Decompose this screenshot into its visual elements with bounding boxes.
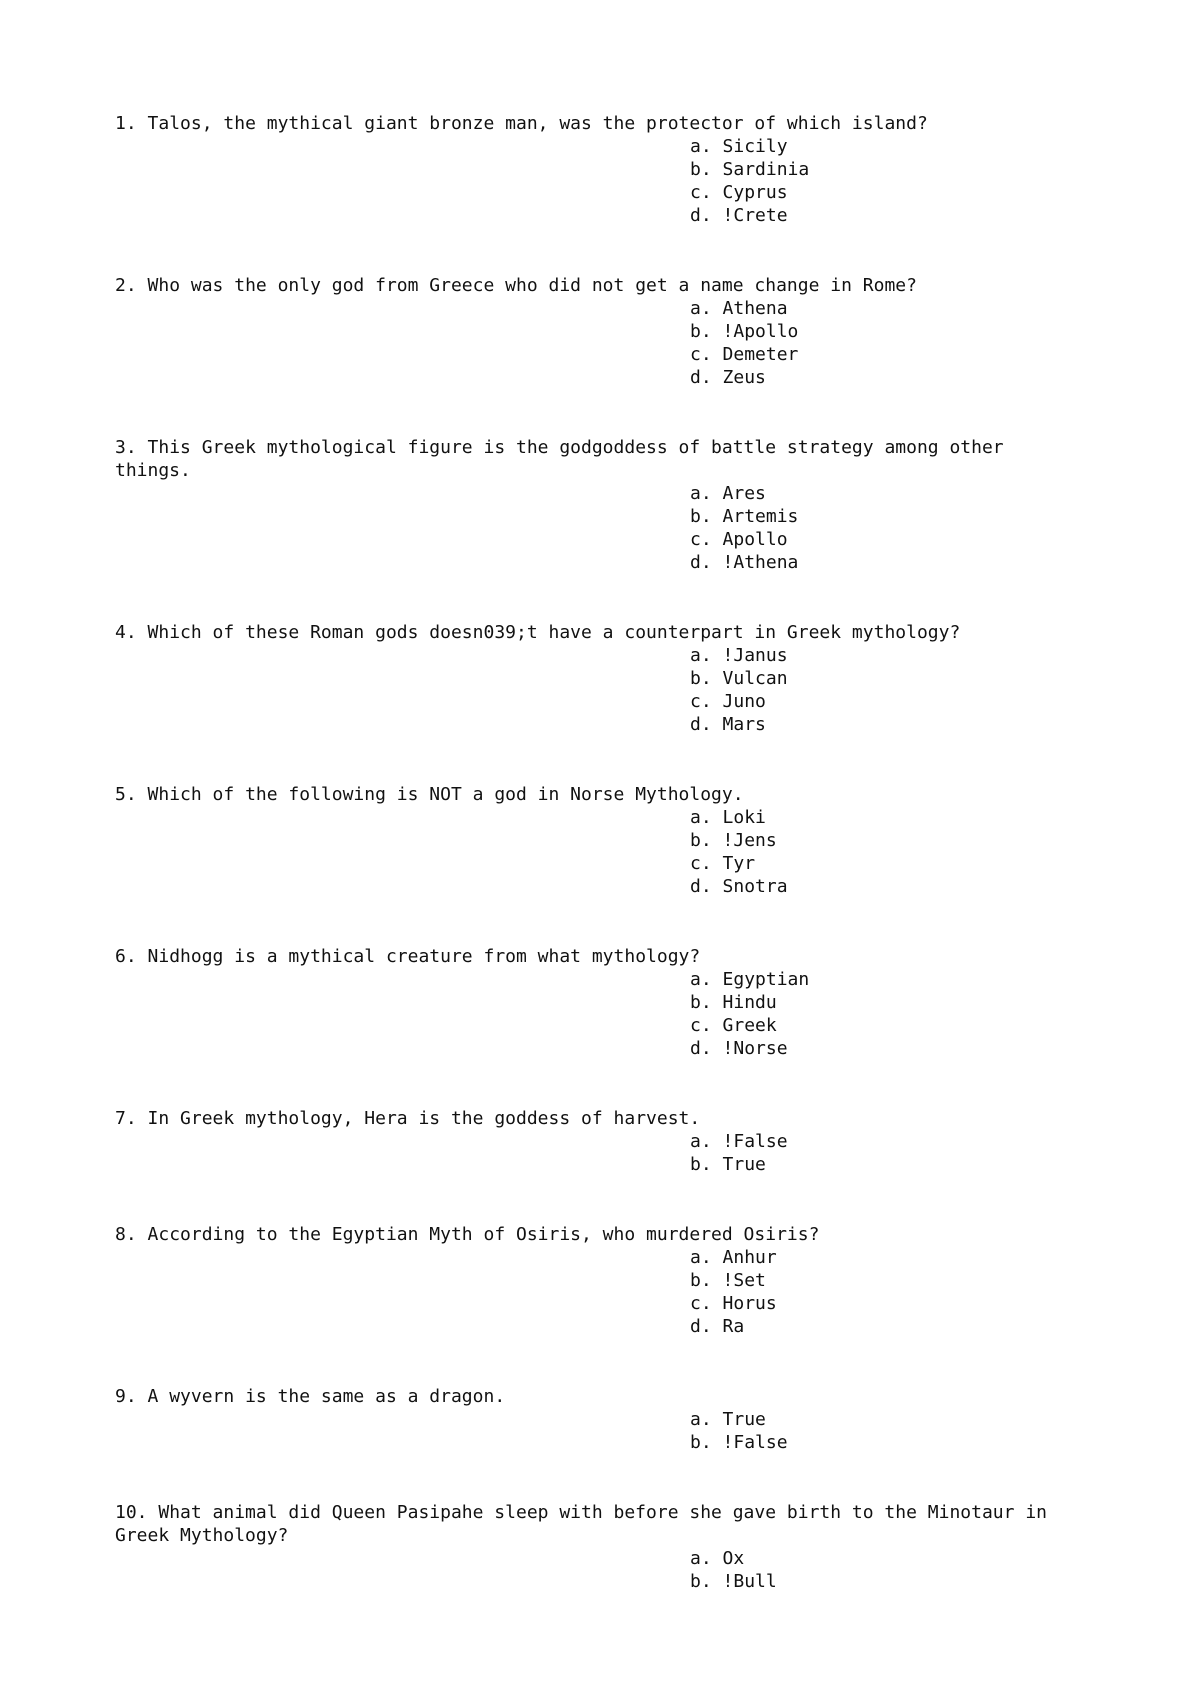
option-letter: a.: [690, 298, 712, 319]
answer-option: [690, 690, 1075, 713]
option-letter: d.: [690, 367, 712, 388]
quiz-question-5: [115, 783, 1075, 898]
answer-option: [690, 1269, 1075, 1292]
quiz-question-8: [115, 1223, 1075, 1338]
option-letter: d.: [690, 714, 712, 735]
quiz-question-3: [115, 436, 1075, 574]
option-letter: b.: [690, 321, 712, 342]
option-text: True: [722, 1154, 766, 1175]
option-text: Ra: [722, 1316, 745, 1337]
option-letter: b.: [690, 668, 712, 689]
answer-option: [690, 320, 1075, 343]
option-text: Zeus: [722, 367, 766, 388]
question-body: This Greek mythological figure is the godgoddess of battle strategy among other things.: [115, 437, 1015, 481]
option-text: Demeter: [722, 344, 799, 365]
option-text: Vulcan: [722, 668, 788, 689]
answer-option: [690, 551, 1075, 574]
answer-option: [690, 968, 1075, 991]
option-letter: a.: [690, 807, 712, 828]
answer-options: [115, 1246, 1075, 1338]
answer-option: [690, 852, 1075, 875]
question-body: Which of these Roman gods doesn039;t have a counterpart in Greek mythology?: [147, 622, 961, 643]
question-number: 1.: [115, 113, 137, 134]
question-text: [115, 436, 1075, 482]
question-text: [115, 1385, 1075, 1408]
question-text: [115, 783, 1075, 806]
question-body: According to the Egyptian Myth of Osiris, who murdered Osiris?: [147, 1224, 820, 1245]
quiz-question-4: [115, 621, 1075, 736]
question-number: 2.: [115, 275, 137, 296]
option-text: Mars: [722, 714, 766, 735]
answer-option: [690, 1315, 1075, 1338]
answer-option: [690, 297, 1075, 320]
option-text: Egyptian: [722, 969, 810, 990]
answer-option: [690, 1431, 1075, 1454]
answer-options: [115, 968, 1075, 1060]
question-body: Which of the following is NOT a god in Norse Mythology.: [147, 784, 744, 805]
quiz-question-9: [115, 1385, 1075, 1454]
option-letter: b.: [690, 506, 712, 527]
option-letter: a.: [690, 969, 712, 990]
question-number: 5.: [115, 784, 137, 805]
option-letter: c.: [690, 182, 712, 203]
answer-option: [690, 1037, 1075, 1060]
question-text: [115, 621, 1075, 644]
question-number: 9.: [115, 1386, 137, 1407]
option-letter: d.: [690, 552, 712, 573]
answer-option: [690, 1570, 1075, 1593]
answer-options: [115, 297, 1075, 389]
quiz-question-2: [115, 274, 1075, 389]
option-letter: b.: [690, 1270, 712, 1291]
answer-option: [690, 505, 1075, 528]
answer-option: [690, 158, 1075, 181]
answer-option: [690, 528, 1075, 551]
question-number: 3.: [115, 437, 137, 458]
option-text: Apollo: [722, 529, 788, 550]
option-text: !Athena: [722, 552, 799, 573]
option-text: Cyprus: [722, 182, 788, 203]
quiz-question-1: [115, 112, 1075, 227]
answer-options: [115, 1130, 1075, 1176]
option-letter: b.: [690, 1154, 712, 1175]
question-body: A wyvern is the same as a dragon.: [147, 1386, 506, 1407]
answer-option: [690, 1014, 1075, 1037]
answer-option: [690, 1130, 1075, 1153]
option-text: Artemis: [722, 506, 799, 527]
answer-option: [690, 204, 1075, 227]
option-text: Sicily: [722, 136, 788, 157]
option-letter: c.: [690, 1293, 712, 1314]
question-text: [115, 274, 1075, 297]
question-text: [115, 1501, 1075, 1547]
question-body: Nidhogg is a mythical creature from what mythology?: [147, 946, 701, 967]
option-text: !Jens: [722, 830, 777, 851]
answer-options: [115, 1547, 1075, 1593]
question-number: 6.: [115, 946, 137, 967]
option-letter: a.: [690, 645, 712, 666]
option-text: True: [722, 1409, 766, 1430]
quiz-question-6: [115, 945, 1075, 1060]
option-text: Tyr: [722, 853, 756, 874]
answer-option: [690, 875, 1075, 898]
option-text: Anhur: [722, 1247, 777, 1268]
option-text: Sardinia: [722, 159, 810, 180]
answer-option: [690, 1246, 1075, 1269]
answer-option: [690, 343, 1075, 366]
option-letter: d.: [690, 205, 712, 226]
question-body: Talos, the mythical giant bronze man, was the protector of which island?: [147, 113, 928, 134]
answer-option: [690, 482, 1075, 505]
question-text: [115, 112, 1075, 135]
question-number: 4.: [115, 622, 137, 643]
option-letter: a.: [690, 1409, 712, 1430]
option-text: !Bull: [722, 1571, 777, 1592]
option-text: !Apollo: [722, 321, 799, 342]
option-letter: c.: [690, 1015, 712, 1036]
answer-option: [690, 1153, 1075, 1176]
answer-option: [690, 806, 1075, 829]
option-text: Ox: [722, 1548, 745, 1569]
option-letter: a.: [690, 483, 712, 504]
answer-option: [690, 366, 1075, 389]
answer-option: [690, 713, 1075, 736]
answer-option: [690, 1292, 1075, 1315]
option-letter: d.: [690, 876, 712, 897]
question-text: [115, 1107, 1075, 1130]
option-letter: b.: [690, 992, 712, 1013]
option-letter: c.: [690, 691, 712, 712]
answer-options: [115, 135, 1075, 227]
answer-option: [690, 135, 1075, 158]
quiz-question-10: [115, 1501, 1075, 1593]
question-number: 7.: [115, 1108, 137, 1129]
option-text: !False: [722, 1131, 788, 1152]
option-text: Horus: [722, 1293, 777, 1314]
answer-option: [690, 991, 1075, 1014]
option-letter: c.: [690, 853, 712, 874]
option-text: Ares: [722, 483, 766, 504]
option-text: !Crete: [722, 205, 788, 226]
quiz-question-list: [115, 112, 1075, 1640]
quiz-question-7: [115, 1107, 1075, 1176]
answer-option: [690, 644, 1075, 667]
option-text: Hindu: [722, 992, 777, 1013]
answer-option: [690, 1547, 1075, 1570]
option-text: Snotra: [722, 876, 788, 897]
option-text: !False: [722, 1432, 788, 1453]
question-body: Who was the only god from Greece who did not get a name change in Rome?: [147, 275, 917, 296]
option-text: !Janus: [722, 645, 788, 666]
question-number: 10.: [115, 1502, 148, 1523]
option-letter: d.: [690, 1316, 712, 1337]
option-letter: c.: [690, 529, 712, 550]
option-letter: a.: [690, 136, 712, 157]
answer-option: [690, 667, 1075, 690]
answer-option: [690, 181, 1075, 204]
answer-options: [115, 482, 1075, 574]
option-letter: c.: [690, 344, 712, 365]
option-text: Greek: [722, 1015, 777, 1036]
option-letter: b.: [690, 1432, 712, 1453]
question-body: In Greek mythology, Hera is the goddess of harvest.: [147, 1108, 701, 1129]
option-letter: b.: [690, 1571, 712, 1592]
answer-options: [115, 644, 1075, 736]
question-text: [115, 1223, 1075, 1246]
answer-option: [690, 829, 1075, 852]
option-letter: b.: [690, 159, 712, 180]
question-number: 8.: [115, 1224, 137, 1245]
option-letter: d.: [690, 1038, 712, 1059]
answer-option: [690, 1408, 1075, 1431]
answer-options: [115, 806, 1075, 898]
option-letter: a.: [690, 1548, 712, 1569]
question-text: [115, 945, 1075, 968]
option-letter: a.: [690, 1247, 712, 1268]
option-text: Juno: [722, 691, 766, 712]
option-text: Loki: [722, 807, 766, 828]
option-text: !Set: [722, 1270, 766, 1291]
option-letter: b.: [690, 830, 712, 851]
option-letter: a.: [690, 1131, 712, 1152]
option-text: Athena: [722, 298, 788, 319]
answer-options: [115, 1408, 1075, 1454]
option-text: !Norse: [722, 1038, 788, 1059]
question-body: What animal did Queen Pasipahe sleep with before she gave birth to the Minotaur in Greek Mythology?: [115, 1502, 1058, 1546]
